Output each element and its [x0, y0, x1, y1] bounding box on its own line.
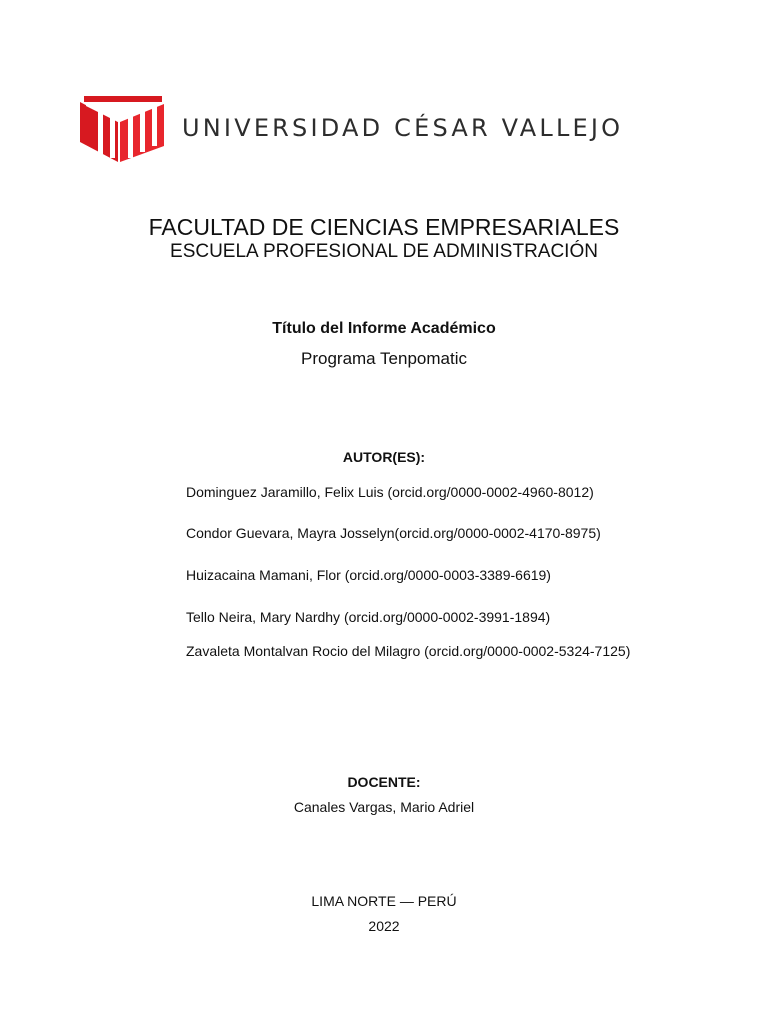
teacher-label: DOCENTE: — [347, 774, 421, 790]
university-logo — [78, 96, 698, 166]
report-title-label: Título del Informe Académico — [272, 320, 496, 337]
university-name: UNIVERSIDAD CÉSAR VALLEJO — [182, 114, 624, 142]
author-item: Tello Neira, Mary Nardhy (orcid.org/0000-0002-3991-1894) — [186, 609, 551, 625]
year: 2022 — [368, 918, 400, 934]
author-item: Dominguez Jaramillo, Felix Luis (orcid.org/0000-0002-4960-8012) — [186, 484, 594, 500]
author-item: Zavaleta Montalvan Rocio del Milagro (orcid.org/0000-0002-5324-7125) — [186, 643, 631, 659]
university-shield-icon — [78, 96, 166, 164]
author-item: Condor Guevara, Mayra Josselyn(orcid.org/0000-0002-4170-8975) — [186, 525, 601, 541]
authors-label: AUTOR(ES): — [342, 449, 426, 465]
place: LIMA NORTE — PERÚ — [311, 893, 457, 909]
report-title: Programa Tenpomatic — [301, 349, 467, 368]
faculty-name: FACULTAD DE CIENCIAS EMPRESARIALES — [148, 214, 620, 240]
teacher-name: Canales Vargas, Mario Adriel — [293, 799, 475, 815]
school-name: ESCUELA PROFESIONAL DE ADMINISTRACIÓN — [170, 241, 598, 262]
author-item: Huizacaina Mamani, Flor (orcid.org/0000-0003-3389-6619) — [186, 567, 551, 583]
